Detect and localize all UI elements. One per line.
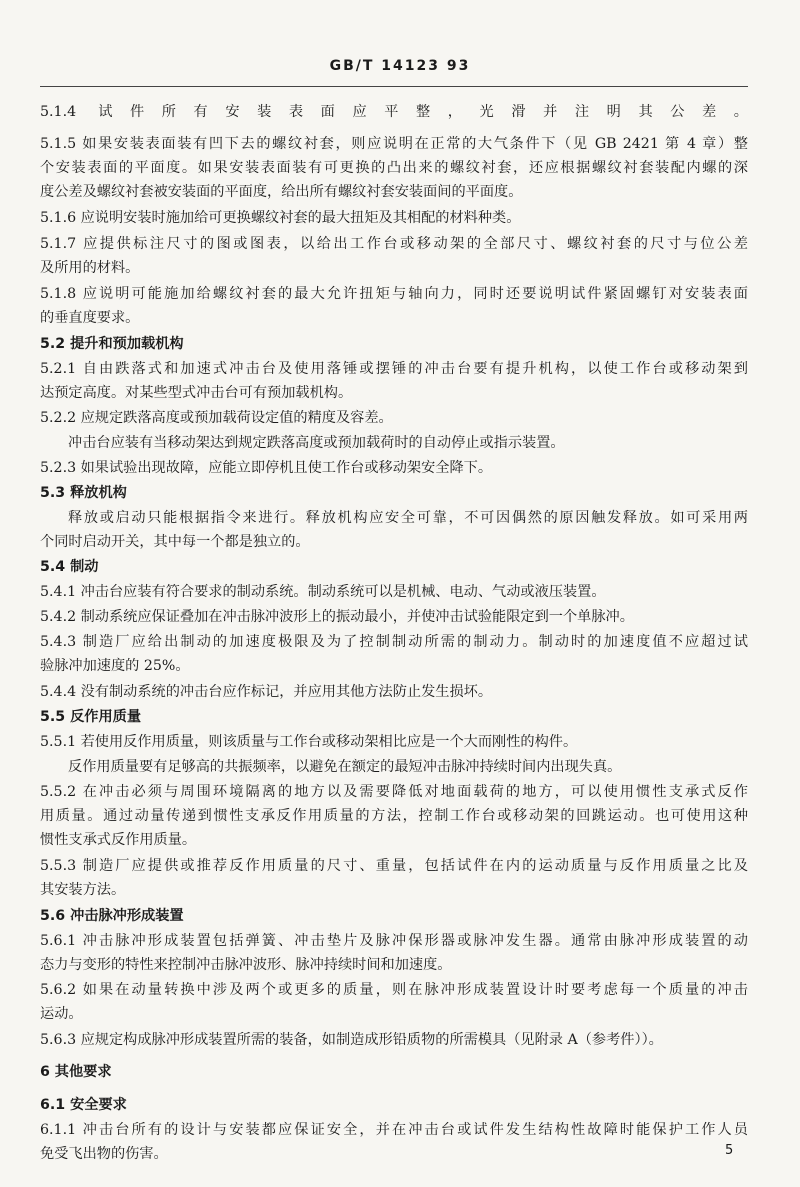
clause-5-4-2: 5.4.2 制动系统应保证叠加在冲击脉冲波形上的振动最小，并使冲击试验能限定到一个单脉冲。 — [40, 609, 634, 625]
clause-5-3-para-cont: 个同时启动开关，其中每一个都是独立的。 — [40, 534, 310, 550]
clause-5-2-2-para: 冲击台应装有当移动架达到规定跌落高度或预加载荷时的自动停止或指示装置。 — [68, 435, 565, 451]
clause-5-1-7: 5.1.7 应提供标注尺寸的图或图表，以给出工作台或移动架的全部尺寸、螺纹衬套的尺寸与位公差 — [40, 236, 748, 252]
section-heading-5-3: 5.3 释放机构 — [40, 485, 127, 501]
clause-5-2-3: 5.2.3 如果试验出现故障，应能立即停机且使工作台或移动架安全降下。 — [40, 460, 493, 476]
page-number: 5 — [725, 1143, 734, 1158]
clause-5-5-2-cont: 用质量。通过动量传递到惯性支承反作用质量的方法，控制工作台或移动架的回跳运动。也可使用这种 — [40, 808, 748, 824]
clause-5-5-1-para: 反作用质量要有足够高的共振频率，以避免在额定的最短冲击脉冲持续时间内出现失真。 — [68, 759, 622, 775]
clause-5-2-2: 5.2.2 应规定跌落高度或预加载荷设定值的精度及容差。 — [40, 410, 393, 426]
clause-5-2-1-cont: 达预定高度。对某些型式冲击台可有预加载机构。 — [40, 385, 353, 401]
clause-5-1-8: 5.1.8 应说明可能施加给螺纹衬套的最大允许扭矩与轴向力，同时还要说明试件紧固螺钉对安装表面 — [40, 286, 748, 302]
clause-5-4-1: 5.4.1 冲击台应装有符合要求的制动系统。制动系统可以是机械、电动、气动或液压装置。 — [40, 584, 606, 600]
clause-5-5-3: 5.5.3 制造厂应提供或推荐反作用质量的尺寸、重量，包括试件在内的运动质量与反作用质量之比及 — [40, 858, 748, 874]
clause-5-2-1: 5.2.1 自由跌落式和加速式冲击台及使用落锤或摆锤的冲击台要有提升机构，以使工作台或移动架到 — [40, 361, 748, 377]
clause-5-1-5-cont: 度公差及螺纹衬套被安装面的平面度，给出所有螺纹衬套安装面间的平面度。 — [40, 184, 523, 200]
clause-5-4-3-cont: 验脉冲加速度的 25%。 — [40, 658, 190, 674]
clause-5-1-8-cont: 的垂直度要求。 — [40, 310, 140, 326]
section-heading-5-5: 5.5 反作用质量 — [40, 709, 142, 725]
page-header: GB/T 14123 93 — [329, 58, 471, 74]
header-rule — [40, 86, 748, 87]
clause-5-1-5: 5.1.5 如果安装表面装有凹下去的螺纹衬套，则应说明在正常的大气条件下（见 GB 2421 第 4 章）整 — [40, 136, 748, 152]
chapter-heading-6: 6 其他要求 — [40, 1064, 112, 1080]
clause-5-6-1-cont: 态力与变形的特性来控制冲击脉冲波形、脉冲持续时间和加速度。 — [40, 957, 452, 973]
section-heading-5-6: 5.6 冲击脉冲形成装置 — [40, 908, 184, 924]
clause-6-1-1: 6.1.1 冲击台所有的设计与安装都应保证安全，并在冲击台或试件发生结构性故障时能保护工作人员 — [40, 1122, 748, 1138]
clause-5-4-4: 5.4.4 没有制动系统的冲击台应作标记，并应用其他方法防止发生损坏。 — [40, 684, 493, 700]
clause-5-4-3: 5.4.3 制造厂应给出制动的加速度极限及为了控制制动所需的制动力。制动时的加速度值不应超过试 — [40, 634, 748, 650]
clause-5-3-para: 释放或启动只能根据指令来进行。释放机构应安全可靠，不可因偶然的原因触发释放。如可采用两 — [68, 510, 748, 526]
section-heading-5-2: 5.2 提升和预加载机构 — [40, 336, 184, 352]
clause-5-6-3: 5.6.3 应规定构成脉冲形成装置所需的装备，如制造成形铅质物的所需模具（见附录 A（参考件））。 — [40, 1032, 663, 1048]
clause-5-1-7-cont: 及所用的材料。 — [40, 260, 140, 276]
clause-5-5-3-cont: 其安装方法。 — [40, 882, 126, 898]
clause-5-6-1: 5.6.1 冲击脉冲形成装置包括弹簧、冲击垫片及脉冲保形器或脉冲发生器。通常由脉冲形成装置的动 — [40, 933, 748, 949]
clause-5-5-2: 5.5.2 在冲击必须与周围环境隔离的地方以及需要降低对地面载荷的地方，可以使用惯性支承式反作 — [40, 784, 748, 800]
clause-5-1-4: 5.1.4 试件所有安装表面应平整，光滑并注明其公差。 — [40, 104, 748, 120]
clause-5-1-5-cont: 个安装表面的平面度。如果安装表面装有可更换的凸出来的螺纹衬套，还应根据螺纹衬套装配内螺的深 — [40, 160, 748, 176]
section-heading-6-1: 6.1 安全要求 — [40, 1097, 127, 1113]
clause-5-1-6: 5.1.6 应说明安装时施加给可更换螺纹衬套的最大扭矩及其相配的材料种类。 — [40, 210, 521, 226]
clause-6-1-1-cont: 免受飞出物的伤害。 — [40, 1146, 168, 1162]
clause-5-6-2: 5.6.2 如果在动量转换中涉及两个或更多的质量，则在脉冲形成装置设计时要考虑每一个质量的冲击 — [40, 982, 748, 998]
clause-5-5-1: 5.5.1 若使用反作用质量，则该质量与工作台或移动架相比应是一个大而刚性的构件。 — [40, 734, 578, 750]
clause-5-6-2-cont: 运动。 — [40, 1006, 83, 1022]
clause-5-5-2-cont: 惯性支承式反作用质量。 — [40, 832, 197, 848]
section-heading-5-4: 5.4 制动 — [40, 559, 99, 575]
